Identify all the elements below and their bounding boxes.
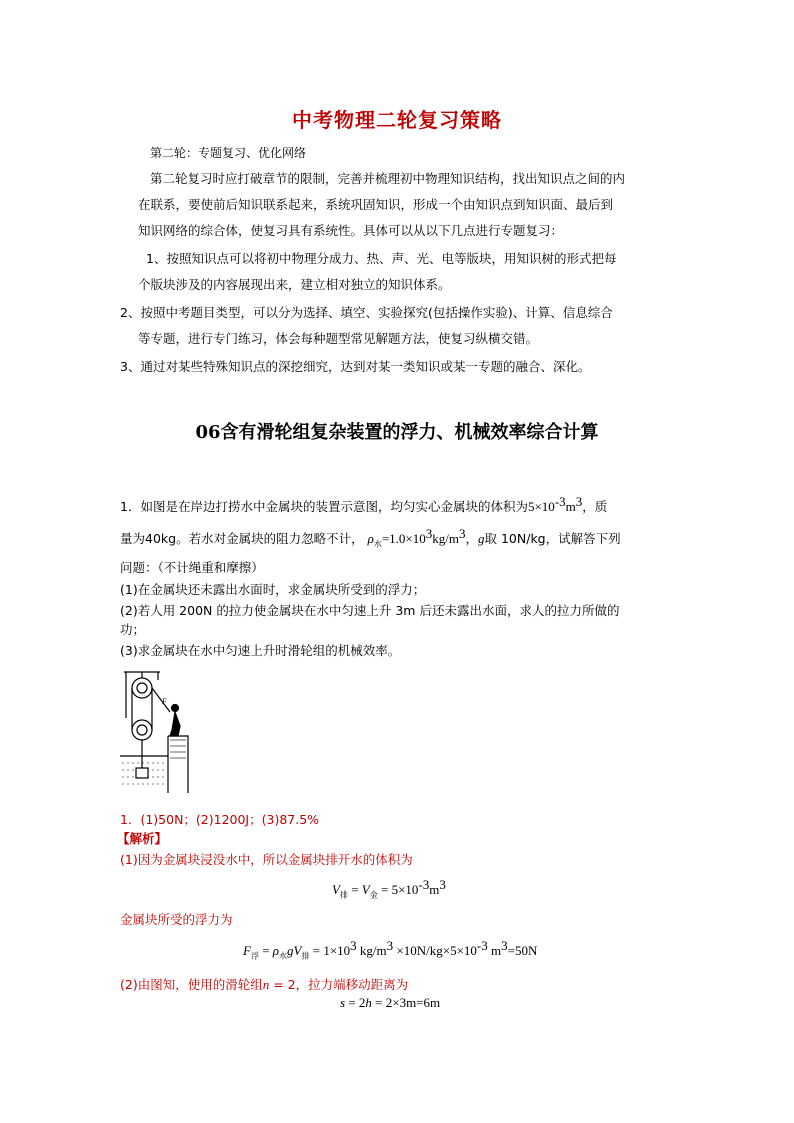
strategy-intro-line-2: 在联系，要使前后知识联系起来，系统巩固知识，形成一个由知识点到知识面、最后到	[138, 197, 614, 212]
strategy-item-3: 3、通过对某些特殊知识点的深挖细究，达到对某一类知识或某一专题的融合、深化。	[120, 359, 591, 374]
strategy-item-1-line-1: 1、按照知识点可以将初中物理分成力、热、声、光、电等版块，用知识树的形式把每	[146, 251, 617, 266]
question-line-1: 1．如图是在岸边打捞水中金属块的装置示意图，均匀实心金属块的体积为$5\times 10^{-3}m^3$，质	[120, 494, 608, 515]
pulley-diagram	[120, 668, 190, 793]
page-title: 中考物理二轮复习策略	[292, 108, 502, 132]
question-line-2: 量为40kg。若水对金属块的阻力忽略不计， $\rho_水=1.0\times 10^3kg/m^3$，g取 10N/kg，试解答下列	[120, 526, 621, 549]
question-part-1: (1)在金属块还未露出水面时，求金属块所受到的浮力；	[120, 582, 426, 597]
equation-1: $V_排 = V_金 = 5\times 10^{-3}m^3$	[332, 877, 446, 900]
solution-step-2: 金属块所受的浮力为	[120, 912, 233, 927]
fixed-pulley	[132, 678, 152, 698]
question-part-3: (3)求金属块在水中匀速上升时滑轮组的机械效率。	[120, 643, 401, 658]
movable-pulley	[132, 720, 152, 740]
strategy-intro-line-1: 第二轮复习时应打破章节的限制，完善并梳理初中物理知识结构，找出知识点之间的内	[150, 171, 626, 186]
strategy-intro-line-3: 知识网络的综合体，使复习具有系统性。具体可以从以下几点进行专题复习：	[138, 223, 564, 238]
equation-3: s = 2h = 2×3m=6m	[340, 995, 441, 1010]
strategy-item-2-line-2: 等专题，进行专门练习，体会每种题型常见解题方法，使复习纵横交错。	[138, 331, 539, 346]
equation-2: $F_浮 = \rho_水gV_排 = 1\times 10^3$ $kg/m^3 \times 10N/kg\times 5\times 10^{-3}$ $m^3=50N$	[243, 938, 538, 961]
strategy-subtitle: 第二轮：专题复习、优化网络	[150, 146, 307, 160]
force-label: F	[162, 697, 167, 706]
solution-step-3: (2)由图知，使用的滑轮组n = 2，拉力端移动距离为	[120, 977, 409, 992]
question-part-2-line-1: (2)若人用 200N 的拉力使金属块在水中匀速上升 3m 后还未露出水面，求人的拉力所做的	[120, 603, 620, 618]
analysis-label: 【解析】	[117, 831, 168, 846]
answer-summary: 1．(1)50N；(2)1200J；(3)87.5%	[120, 812, 320, 827]
section-title: 06含有滑轮组复杂装置的浮力、机械效率综合计算	[195, 422, 599, 443]
question-part-2-line-2: 功；	[120, 622, 146, 637]
strategy-item-2-line-1: 2、按照中考题目类型，可以分为选择、填空、实验探究(包括操作实验)、计算、信息综合	[120, 305, 613, 320]
strategy-item-1-line-2: 个版块涉及的内容展现出来，建立相对独立的知识体系。	[138, 277, 451, 292]
question-line-3: 问题：（不计绳重和摩擦）	[120, 560, 264, 575]
solution-step-1: (1)因为金属块浸没水中，所以金属块排开水的体积为	[120, 852, 413, 867]
metal-block	[136, 768, 148, 778]
